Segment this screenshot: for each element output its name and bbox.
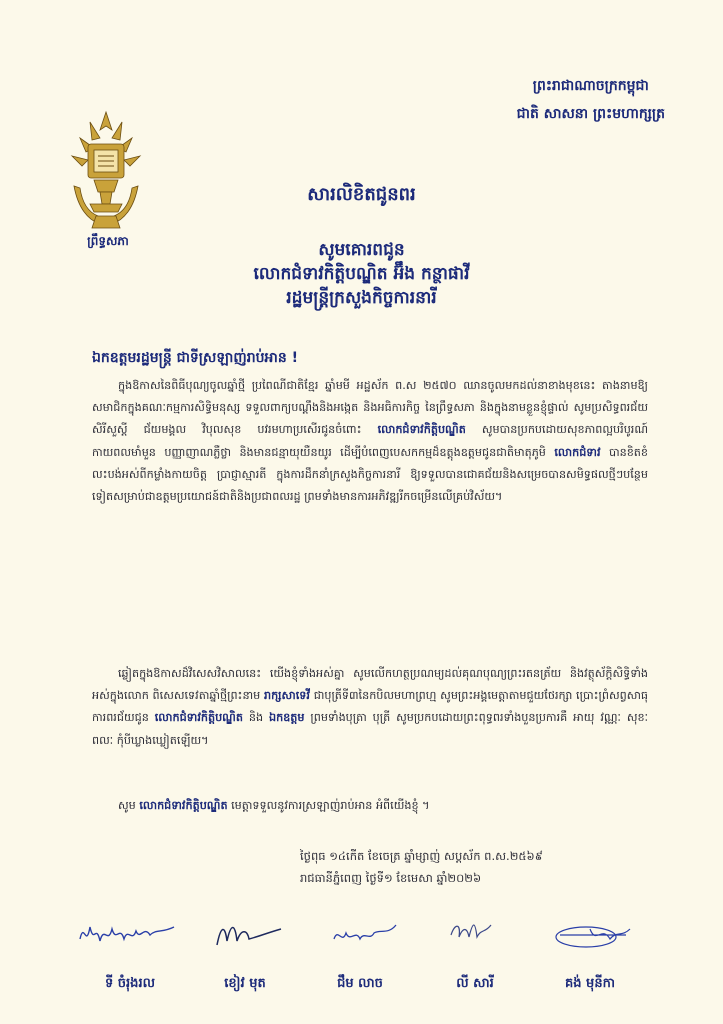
highlight-deity-name: រាក្សសាទេវី bbox=[263, 689, 310, 703]
highlight-recipient: លោកជំទាវកិត្តិបណ្ឌិត bbox=[139, 799, 228, 812]
respect-line: សូមគោរពជូន bbox=[318, 240, 405, 260]
highlight-recipient-short: លោកជំទាវ bbox=[554, 445, 601, 459]
signature-mark-icon bbox=[415, 915, 535, 955]
paragraph-1: ក្នុងឱកាសនៃពិធីបុណ្យចូលឆ្នាំថ្មី ប្រពៃណីជាតិខ្មែរ ឆ្នាំមមី អដ្ឋស័ក ព.ស ២៥៧០ ឈានចូលមកដល់នាខាងមុខនេះ តាងនាមឱ្យសមាជិកក្នុងគណៈកម្មការសិទ្ធិមនុស្ស ទទួលពាក្យបណ្ដឹងនិងអង្កេត និងអធិការកិច្ច នៃព្រឹទ្ធសភា និងក្នុងនាមខ្លួនខ្ញុំផ្ទាល់ សូមប្រសិទ្ធពរជ័យ សិរីសួស្តី ជ័យមង្គល វិបុលសុខ បវរមហាប្រសើរជូនចំពោះ លោកជំទាវកិត្តិបណ្ឌិត សូមបានប្រកបដោយសុខភាពល្អបរិបូរណ៍ កាយពលមាំមួន បញ្ញាញាណភ្លឺថ្លា និងមានជន្មាយុយឺនយូរ ដើម្បីបំពេញបេសកកម្មដ៏ឧត្តុងឧត្តមជូនជាតិមាតុភូមិ លោកជំទាវ បានខិតខំលះបង់អស់ពីកម្លាំងកាយចិត្ត ប្រាជ្ញាស្មារតី ក្នុងការដឹកនាំក្រសួងកិច្ចការនារី ឱ្យទទួលបានជោគជ័យនិងសម្រេចបានសមិទ្ធផលថ្មីៗបន្ថែមទៀតសម្រាប់ជាឧត្តមប្រយោជន៍ជាតិនិងប្រជាពលរដ្ឋ ព្រមទាំងមានការអភិវឌ្ឍរីកចម្រើនលើគ្រប់វិស័យ។ bbox=[92, 379, 649, 504]
signatory-name: គង់ មុនីកា bbox=[565, 976, 615, 991]
motto-line-nation: ជាតិ សាសនា ព្រះមហាក្សត្រ bbox=[516, 106, 665, 122]
date-solar-location: រាជធានីភ្នំពេញ ថ្ងៃទី១ ខែមេសា ឆ្នាំ២០២៦ bbox=[300, 871, 482, 885]
highlight-excellency: ឯកឧត្តម bbox=[268, 711, 305, 725]
recipient-name: លោកជំទាវកិត្តិបណ្ឌិត អ៊ឹង កន្ថាផាវី bbox=[253, 264, 470, 284]
signatures bbox=[70, 915, 650, 1015]
signatory-name: លី សារី bbox=[456, 976, 494, 991]
highlight-recipient: លោកជំទាវកិត្តិបណ្ឌិត bbox=[154, 711, 243, 725]
signature-mark-icon bbox=[185, 915, 305, 955]
emblem-caption: ព្រឹទ្ធសភា bbox=[87, 234, 129, 248]
national-motto bbox=[517, 72, 665, 128]
salutation: ឯកឧត្តមរដ្ឋមន្ត្រី ជាទីស្រឡាញ់រាប់អាន ! bbox=[92, 350, 298, 366]
signature-block-2 bbox=[185, 915, 305, 1015]
signatory-name: ជឹម លាច bbox=[337, 976, 383, 991]
motto-line-kingdom: ព្រះរាជាណាចក្រកម្ពុជា bbox=[532, 78, 649, 94]
paragraph-2: ឆ្លៀតក្នុងឱកាសដ៏វិសេសវិសាលនេះ យើងខ្ញុំទាំងអស់គ្នា សូមលើកហត្ថប្រណម្យដល់គុណបុណ្យព្រះរតនត្រ័យ និងវត្ថុស័ក្តិសិទ្ធិទាំងអស់ក្នុងលោក ពិសេសទេវតាឆ្នាំថ្មីព្រះនាម រាក្សសាទេវី ជាបុត្រីទី៣នៃកបិលមហាព្រហ្ម សូមព្រះអង្គមេត្តាតាមជួយថែរក្សា ប្រោះព្រំសព្វសាធុការពរជ័យជូន លោកជំទាវកិត្តិបណ្ឌិត និង ឯកឧត្តម ព្រមទាំងបុត្រា បុត្រី សូមប្រកបដោយព្រះពុទ្ធពរទាំងបួនប្រការគឺ អាយុ វណ្ណៈ សុខៈ ពលៈ កុំបីឃ្លាងឃ្លៀតឡើយ។ bbox=[92, 667, 649, 747]
signatory-name: ទី ចំរុងរល bbox=[105, 976, 155, 991]
signature-block-5 bbox=[530, 915, 650, 1015]
signatory-name: ខៀវ មុត bbox=[224, 976, 266, 991]
signature-block-4 bbox=[415, 915, 535, 1015]
date-lunar: ថ្ងៃពុធ ១៤កើត ខែចេត្រ ឆ្នាំម្សាញ់ សប្តស័ក ព.ស.២៥៦៩ bbox=[300, 849, 543, 863]
highlight-recipient: លោកជំទាវកិត្តិបណ្ឌិត bbox=[377, 423, 466, 437]
senate-emblem-icon bbox=[60, 108, 152, 248]
recipient-position: រដ្ឋមន្ត្រីក្រសួងកិច្ចការនារី bbox=[286, 288, 437, 308]
signature-block-1 bbox=[70, 915, 190, 1015]
paragraph-3: សូម លោកជំទាវកិត្តិបណ្ឌិត មេត្តាទទួលនូវការស្រឡាញ់រាប់អាន អំពីយើងខ្ញុំ ។ bbox=[118, 799, 430, 812]
signature-block-3 bbox=[300, 915, 420, 1015]
letter-title: សារលិខិតជូនពរ bbox=[307, 184, 416, 205]
signature-mark-icon bbox=[300, 915, 420, 955]
signature-mark-icon bbox=[70, 915, 190, 955]
signature-mark-icon bbox=[530, 915, 650, 955]
